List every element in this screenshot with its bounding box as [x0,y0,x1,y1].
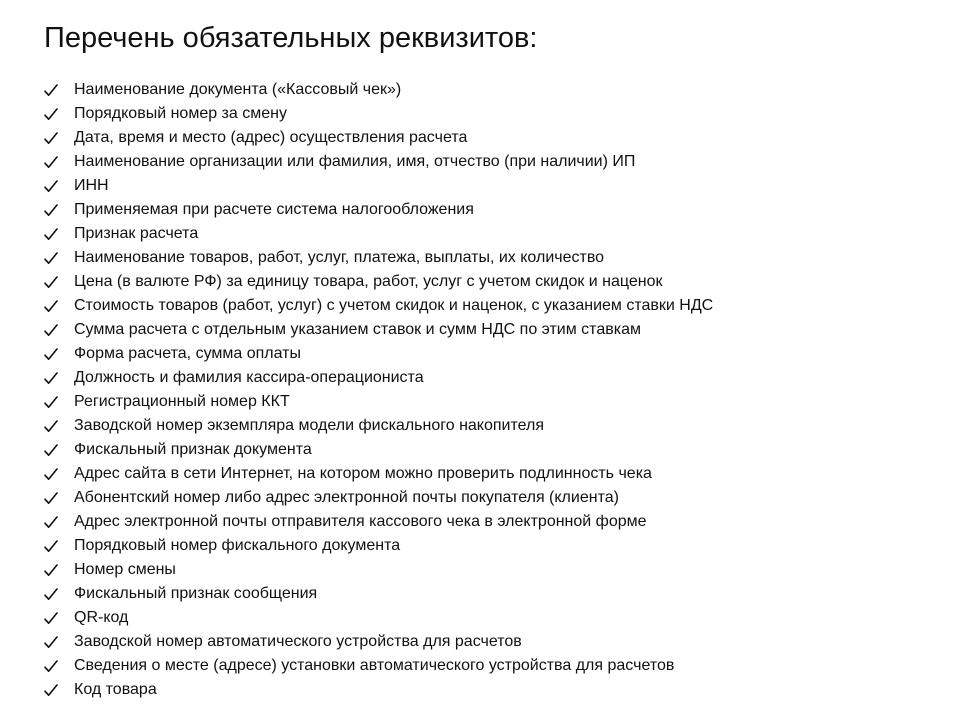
list-item-text: Порядковый номер за смену [74,105,287,122]
check-mark-icon [44,468,74,481]
list-item [44,222,713,246]
check-mark-icon [44,612,74,625]
list-item [44,654,713,678]
list-item-text: Код товара [74,681,157,698]
list-item [44,558,713,582]
list-item-text: ИНН [74,177,109,194]
list-item-text: Цена (в валюте РФ) за единицу товара, работ, услуг с учетом скидок и наценок [74,273,663,290]
check-mark-icon [44,372,74,385]
check-mark-icon [44,276,74,289]
check-mark-icon [44,300,74,313]
list-item-text: Регистрационный номер ККТ [74,393,290,410]
list-item-text: Номер смены [74,561,176,578]
list-item [44,126,713,150]
list-item-text: Абонентский номер либо адрес электронной почты покупателя (клиента) [74,489,619,506]
check-mark-icon [44,396,74,409]
list-item-text: Адрес сайта в сети Интернет, на котором можно проверить подлинность чека [74,465,652,482]
list-item [44,438,713,462]
check-mark-icon [44,180,74,193]
check-mark-icon [44,84,74,97]
list-item-text: Наименование организации или фамилия, имя, отчество (при наличии) ИП [74,153,636,170]
list-item-text: Дата, время и место (адрес) осуществления расчета [74,129,468,146]
list-item-text: Должность и фамилия кассира-операциониста [74,369,424,386]
check-mark-icon [44,420,74,433]
list-item [44,102,713,126]
check-mark-icon [44,132,74,145]
list-item [44,198,713,222]
check-mark-icon [44,348,74,361]
list-item [44,294,713,318]
check-mark-icon [44,516,74,529]
list-item-text: Стоимость товаров (работ, услуг) с учетом скидок и наценок, с указанием ставки НДС [74,297,714,314]
list-item [44,462,713,486]
list-item [44,246,713,270]
check-mark-icon [44,204,74,217]
list-item-text: Фискальный признак сообщения [74,585,318,602]
check-mark-icon [44,588,74,601]
check-mark-icon [44,156,74,169]
list-item [44,342,713,366]
list-item [44,510,713,534]
list-item [44,390,713,414]
list-item [44,606,713,630]
list-item [44,678,713,702]
slide-title: Перечень обязательных реквизитов: [44,22,538,54]
check-mark-icon [44,684,74,697]
check-mark-icon [44,108,74,121]
check-mark-icon [44,540,74,553]
check-mark-icon [44,660,74,673]
list-item [44,486,713,510]
list-item-text: Форма расчета, сумма оплаты [74,345,301,362]
list-item [44,534,713,558]
check-mark-icon [44,228,74,241]
requisites-list [44,78,713,702]
check-mark-icon [44,492,74,505]
list-item-text: Заводской номер автоматического устройства для расчетов [74,633,522,650]
list-item [44,414,713,438]
check-mark-icon [44,636,74,649]
check-mark-icon [44,444,74,457]
list-item [44,582,713,606]
check-mark-icon [44,252,74,265]
list-item [44,150,713,174]
list-item-text: Наименование документа («Кассовый чек») [74,81,402,98]
list-item [44,630,713,654]
list-item-text: Фискальный признак документа [74,441,312,458]
list-item-text: Наименование товаров, работ, услуг, платежа, выплаты, их количество [74,249,605,266]
check-mark-icon [44,324,74,337]
list-item-text: Адрес электронной почты отправителя кассового чека в электронной форме [74,513,647,530]
list-item-text: Признак расчета [74,225,199,242]
list-item-text: QR-код [74,609,129,626]
list-item-text: Применяемая при расчете система налогообложения [74,201,474,218]
list-item-text: Сумма расчета с отдельным указанием ставок и сумм НДС по этим ставкам [74,321,641,338]
list-item [44,270,713,294]
list-item-text: Сведения о месте (адресе) установки автоматического устройства для расчетов [74,657,675,674]
check-mark-icon [44,564,74,577]
list-item [44,366,713,390]
list-item [44,318,713,342]
list-item-text: Заводской номер экземпляра модели фискального накопителя [74,417,544,434]
list-item [44,78,713,102]
list-item-text: Порядковый номер фискального документа [74,537,401,554]
list-item [44,174,713,198]
